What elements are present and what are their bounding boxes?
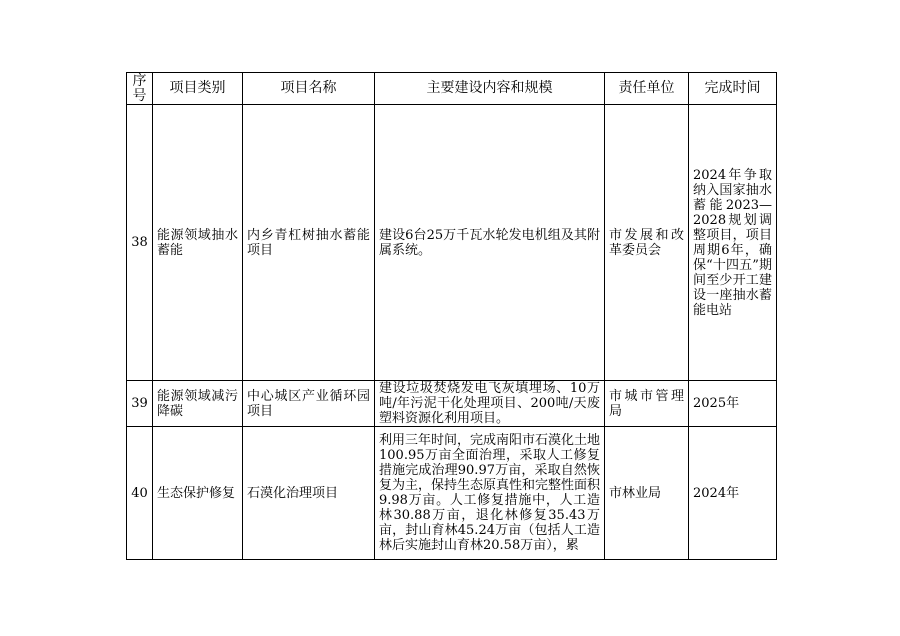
- row-unit: 市发展和改革委员会: [605, 105, 689, 381]
- table-row: [127, 427, 777, 560]
- header-unit: 责任单位: [605, 73, 689, 105]
- row-seq: 38: [127, 105, 153, 381]
- row-project-name: 内乡青杠树抽水蓄能项目: [243, 105, 375, 381]
- row-seq: 40: [127, 427, 153, 560]
- row-content: 建设6台25万千瓦水轮发电机组及其附属系统。: [375, 105, 605, 381]
- row-content: 建设垃圾焚烧发电飞灰填埋场、10万吨/年污泥干化处理项目、200吨/天废塑料资源化利用项目。: [375, 381, 605, 427]
- row-seq: 39: [127, 381, 153, 427]
- header-time: 完成时间: [689, 73, 777, 105]
- header-content: 主要建设内容和规模: [375, 73, 605, 105]
- row-time: 2024年: [689, 427, 777, 560]
- row-category: 生态保护修复: [153, 427, 243, 560]
- table-row: [127, 381, 777, 427]
- row-category: 能源领域抽水蓄能: [153, 105, 243, 381]
- header-seq: 序号: [127, 73, 153, 105]
- row-project-name: 中心城区产业循环园项目: [243, 381, 375, 427]
- row-time: 2025年: [689, 381, 777, 427]
- row-unit: 市城市管理局: [605, 381, 689, 427]
- row-unit: 市林业局: [605, 427, 689, 560]
- project-table: [126, 72, 777, 560]
- header-name: 项目名称: [243, 73, 375, 105]
- table-header-row: [127, 73, 777, 105]
- table-row: [127, 105, 777, 381]
- header-category: 项目类别: [153, 73, 243, 105]
- row-content: 利用三年时间，完成南阳市石漠化土地100.95万亩全面治理，采取人工修复措施完成治理90.97万亩，采取自然恢复为主，保持生态原真性和完整性面积9.98万亩。人工修复措施中，人工造林30.88万亩，退化林修复35.43万亩，封山育林45.24万亩（包括人工造林后实施封山育林20.58万亩），累: [379, 433, 600, 553]
- row-category: 能源领域减污降碳: [153, 381, 243, 427]
- row-content-cell: [375, 427, 605, 560]
- row-project-name: 石漠化治理项目: [243, 427, 375, 560]
- row-time: 2024年争取纳入国家抽水蓄能2023—2028规划调整项目，项目周期6年，确保“十四五”期间至少开工建设一座抽水蓄能电站: [689, 105, 777, 381]
